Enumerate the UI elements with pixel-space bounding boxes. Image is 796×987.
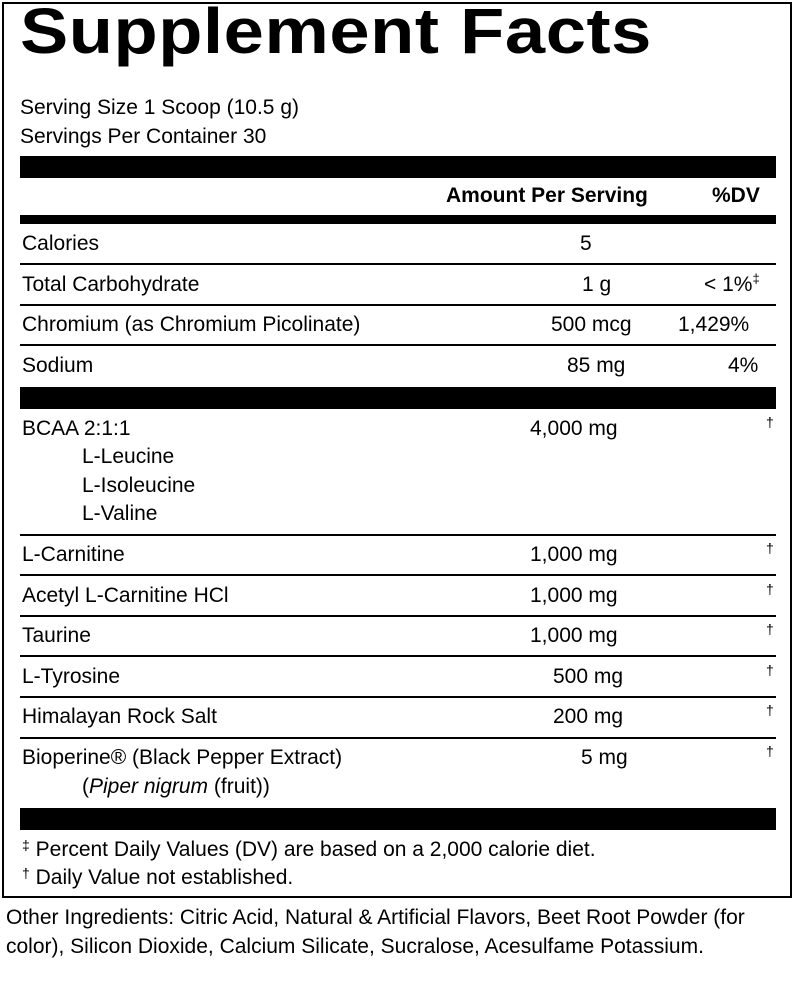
ingredient-amount: 5 mg (581, 746, 628, 769)
bcaa-component: L-Valine (82, 502, 158, 525)
dagger-mark: † (766, 581, 774, 597)
nutrient-dv: 4% (728, 354, 759, 377)
thick-divider (20, 387, 776, 409)
row-divider (20, 263, 776, 265)
thick-divider (20, 808, 776, 830)
nutrient-amount: 500 mcg (551, 313, 632, 336)
ingredient-name: L-Carnitine (22, 543, 125, 566)
nutrient-amount: 5 (580, 232, 592, 255)
nutrient-name: Total Carbohydrate (22, 273, 200, 296)
bcaa-component: L-Isoleucine (82, 474, 196, 497)
footnote-not-established: † Daily Value not established. (22, 865, 294, 889)
dagger-mark: † (766, 621, 774, 637)
thick-divider (20, 156, 776, 178)
row-divider (20, 615, 776, 617)
header-dv: %DV (712, 184, 760, 207)
row-divider (20, 696, 776, 698)
footnote-dv: ‡ Percent Daily Values (DV) are based on a 2,000 calorie diet. (22, 837, 596, 861)
ingredient-name: L-Tyrosine (22, 665, 121, 688)
ingredient-name: Bioperine® (Black Pepper Extract) (22, 746, 343, 769)
nutrient-name: Calories (22, 232, 100, 255)
header-amount: Amount Per Serving (446, 184, 648, 207)
row-divider (20, 655, 776, 657)
dagger-mark: † (766, 743, 774, 759)
ingredient-amount: 500 mg (553, 665, 624, 688)
nutrient-name: Chromium (as Chromium Picolinate) (22, 313, 361, 336)
nutrient-dv: 1,429% (678, 313, 750, 336)
ingredient-amount: 1,000 mg (530, 624, 618, 647)
dagger-mark: † (766, 662, 774, 678)
row-divider (20, 304, 776, 306)
dagger-mark: † (766, 414, 774, 430)
servings-per-container: Servings Per Container 30 (20, 125, 267, 148)
row-divider (20, 737, 776, 739)
ingredient-amount: 4,000 mg (530, 417, 618, 440)
nutrient-name: Sodium (22, 354, 94, 377)
serving-size: Serving Size 1 Scoop (10.5 g) (20, 96, 299, 119)
ingredient-name: Himalayan Rock Salt (22, 705, 217, 728)
ingredient-amount: 200 mg (553, 705, 624, 728)
nutrient-amount: 1 g (582, 273, 612, 296)
label-title: Supplement Facts (20, 0, 652, 67)
row-divider (20, 534, 776, 536)
medium-divider (20, 215, 776, 224)
other-ingredients: Other Ingredients: Citric Acid, Natural & Artificial Flavors, Beet Root Powder (for color), Silicon Dioxide, Calcium Silicate, Sucralose, Acesulfame Potassium. (6, 906, 745, 958)
row-divider (20, 344, 776, 346)
ingredient-amount: 1,000 mg (530, 543, 618, 566)
dagger-mark: † (766, 702, 774, 718)
ingredient-name: BCAA 2:1:1 (22, 417, 131, 440)
ingredient-amount: 1,000 mg (530, 584, 618, 607)
ingredient-name: Taurine (22, 624, 91, 647)
dagger-mark: † (766, 540, 774, 556)
nutrient-amount: 85 mg (567, 354, 626, 377)
row-divider (20, 574, 776, 576)
nutrient-dv: < 1%‡ (704, 271, 760, 296)
ingredient-name: Acetyl L-Carnitine HCl (22, 584, 229, 607)
bcaa-component: L-Leucine (82, 445, 175, 468)
bioperine-source: (Piper nigrum (fruit)) (82, 775, 270, 798)
